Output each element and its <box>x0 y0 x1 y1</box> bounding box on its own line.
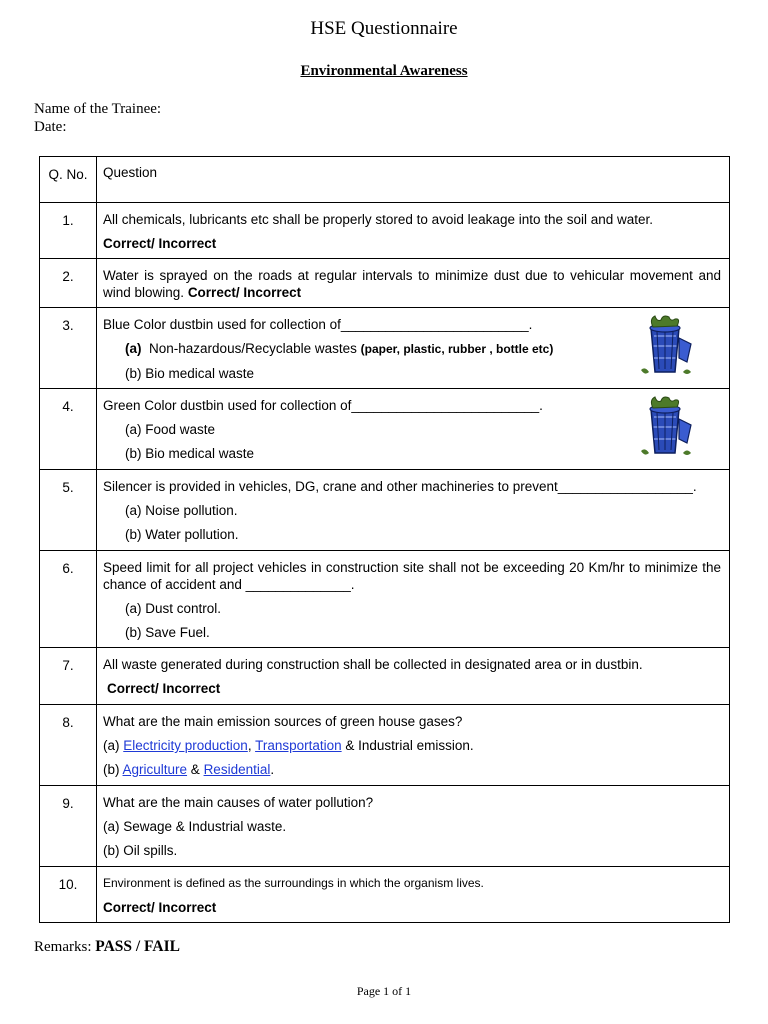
question-text: All waste generated during construction shall be collected in designated area or in dustbin. <box>103 657 643 672</box>
option-b-suffix: . <box>270 762 275 777</box>
question-text: Water is sprayed on the roads at regular intervals to minimize dust due to vehicular movement and wind blowing. <box>103 268 721 300</box>
table-row <box>40 705 730 786</box>
trainee-name-label: Name of the Trainee: <box>34 101 162 117</box>
blue-dustbin-icon <box>635 314 695 378</box>
question-text: What are the main causes of water pollution? <box>103 795 374 810</box>
table-row <box>40 308 730 389</box>
question-number: 10. <box>40 867 97 923</box>
question-text: Silencer is provided in vehicles, DG, crane and other machineries to prevent__________________. <box>103 479 697 494</box>
option-a-suffix: & Industrial emission. <box>341 738 474 753</box>
question-number: 5. <box>40 470 97 551</box>
questionnaire-table <box>39 156 730 923</box>
table-header-row <box>40 157 730 203</box>
table-row <box>40 648 730 705</box>
option-b-prefix: (b) <box>103 762 123 777</box>
question-number: 7. <box>40 648 97 705</box>
transportation-link[interactable]: Transportation <box>255 738 342 753</box>
question-cell <box>97 705 730 786</box>
option-b-separator: & <box>187 762 204 777</box>
page-number: Page 1 of 1 <box>356 984 412 998</box>
option-a: (a) Sewage & Industrial waste. <box>103 819 287 834</box>
question-cell <box>97 203 730 259</box>
option-b: (b) Oil spills. <box>103 843 178 858</box>
remarks-value: PASS / FAIL <box>95 938 180 955</box>
residential-link[interactable]: Residential <box>203 762 271 777</box>
option-a: (a) Noise pollution. <box>125 503 238 518</box>
remarks-label: Remarks: <box>34 939 92 955</box>
table-row <box>40 389 730 470</box>
question-cell <box>97 648 730 705</box>
section-title: Environmental Awareness <box>300 63 468 79</box>
agriculture-link[interactable]: Agriculture <box>122 762 188 777</box>
table-row <box>40 867 730 923</box>
question-number: 9. <box>40 786 97 867</box>
remarks <box>34 938 180 956</box>
table-row <box>40 203 730 259</box>
option-b <box>103 761 721 778</box>
answer-choice: Correct/ Incorrect <box>107 681 221 696</box>
option-a-separator: , <box>247 738 256 753</box>
question-text: Speed limit for all project vehicles in construction site shall not be exceeding 20 Km/hr to minimize the chance of accident and ______________. <box>103 560 721 592</box>
option-a <box>125 340 721 358</box>
question-number: 3. <box>40 308 97 389</box>
header-qno: Q. No. <box>40 157 97 203</box>
question-number: 8. <box>40 705 97 786</box>
question-number: 2. <box>40 259 97 308</box>
question-cell <box>97 786 730 867</box>
green-dustbin-icon <box>635 395 695 459</box>
option-a: (a) Dust control. <box>125 601 222 616</box>
question-cell <box>97 470 730 551</box>
document-title: HSE Questionnaire <box>310 18 458 39</box>
question-cell <box>97 308 730 389</box>
table-row <box>40 259 730 308</box>
question-text: Environment is defined as the surroundings in which the organism lives. <box>103 876 484 890</box>
option-b: (b) Water pollution. <box>125 527 239 542</box>
question-number: 6. <box>40 551 97 648</box>
table-row <box>40 551 730 648</box>
question-cell <box>97 867 730 923</box>
option-a-examples: (paper, plastic, rubber , bottle etc) <box>360 342 554 356</box>
question-text: What are the main emission sources of green house gases? <box>103 714 463 729</box>
table-row <box>40 470 730 551</box>
option-a-text: Non-hazardous/Recyclable wastes <box>149 341 357 356</box>
question-cell <box>97 551 730 648</box>
question-cell <box>97 259 730 308</box>
date-label: Date: <box>34 119 67 135</box>
answer-choice: Correct/ Incorrect <box>103 236 217 251</box>
header-question: Question <box>97 157 730 203</box>
option-a: (a) Food waste <box>125 422 216 437</box>
electricity-production-link[interactable]: Electricity production <box>123 738 248 753</box>
question-text: Blue Color dustbin used for collection of_________________________. <box>103 317 533 332</box>
question-cell <box>97 389 730 470</box>
question-text: Green Color dustbin used for collection of_________________________. <box>103 398 543 413</box>
question-text: All chemicals, lubricants etc shall be properly stored to avoid leakage into the soil and water. <box>103 212 654 227</box>
question-number: 1. <box>40 203 97 259</box>
question-number: 4. <box>40 389 97 470</box>
option-b: (b) Save Fuel. <box>125 625 210 640</box>
option-b: (b) Bio medical waste <box>125 366 255 381</box>
table-row <box>40 786 730 867</box>
answer-choice: Correct/ Incorrect <box>187 285 302 300</box>
answer-choice: Correct/ Incorrect <box>103 900 217 915</box>
option-a <box>103 737 721 754</box>
option-a-prefix: (a) <box>103 738 124 753</box>
option-a-label: (a) <box>125 341 142 356</box>
option-b: (b) Bio medical waste <box>125 446 255 461</box>
